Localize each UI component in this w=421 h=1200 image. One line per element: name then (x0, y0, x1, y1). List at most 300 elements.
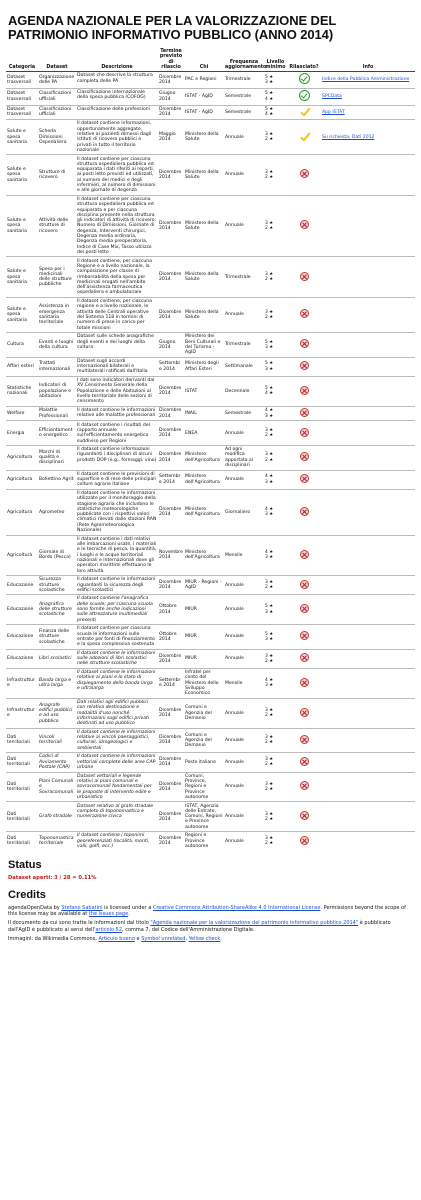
cell-dataset: Anagrafe edifici pubblici e ad uso pubblico (38, 698, 76, 728)
info-link[interactable]: App ISTAT (322, 109, 345, 115)
cell-rilasciato (287, 72, 321, 89)
table-row (6, 195, 415, 257)
cell-frequenza: Annuale (224, 728, 264, 753)
cell-termine: Settembre 2014 (158, 357, 184, 376)
cell-categoria: Salute e spesa sanitaria (6, 297, 38, 332)
yellow-check-link[interactable]: Yellow check (188, 936, 221, 943)
cell-rilasciato (287, 376, 321, 406)
credits-images-line (8, 936, 413, 942)
credits-text: . (128, 910, 130, 917)
green-check-icon (299, 90, 310, 101)
cell-info (321, 88, 415, 105)
cell-livello: 5 ★ 3 ★ (264, 595, 287, 625)
cell-rilasciato (287, 120, 321, 155)
cell-chi: ISTAT, Agenzia delle Entrate, Comuni, Regioni e Province autonome (185, 803, 223, 830)
table-row (6, 728, 415, 753)
credits (6, 905, 415, 943)
cell-descrizione: Il dataset contiene, per ciascuna Regione e a livello nazionale, la composizione per classe di rimborsabilità della spesa per medicinali erogati nell'ambito dell'assistenza farmaceutica ospedaliera e ambulatoriale (76, 257, 158, 297)
cell-livello: 3 ★ 2 ★ (264, 649, 287, 668)
cell-dataset: Trattati internazionali (38, 357, 76, 376)
table-row (6, 406, 415, 421)
cell-categoria: Agricoltura (6, 489, 38, 535)
cell-livello: 5 ★ 3 ★ (264, 72, 287, 89)
cell-chi: MIUR (184, 625, 224, 650)
cell-descrizione: Dataset relativo al grafo stradale completo di toponomastica e numerazione civica (76, 802, 158, 832)
cell-descrizione: Il dataset contiene per ciascuna struttura ospedaliera pubblica ed equiparata e per ciascuna disciplina presente nella struttura gli indicatori di attività di ricovero: Numero di Dimissioni, Giornate di degenza, Interventi chirurgici, Degenza media ordinaria, Degenza media preoperatoria, Indice di Case Mix, Tasso utilizzo dei posti letto (77, 197, 157, 255)
cell-categoria: Dataset trasversali (6, 72, 38, 89)
credits-text: . (220, 936, 222, 943)
cell-frequenza: Annuale (224, 155, 264, 195)
cell-descrizione: Il dataset contiene le informazioni sulle adozioni di libri scolastici nelle strutture scolastiche (76, 649, 158, 668)
table-row (6, 72, 415, 89)
cell-categoria: Energia (6, 421, 38, 446)
cell-rilasciato (287, 195, 321, 257)
red-x-icon (300, 474, 309, 483)
cell-descrizione: Il dataset contiene le informazioni relative ai piani e lo stato di dispiegamento della banda larga e ultralarga (76, 668, 158, 698)
cell-rilasciato (287, 297, 321, 332)
cell-chi: INAIL (184, 406, 224, 421)
cell-livello: 3 ★ 2 ★ (264, 698, 287, 728)
red-x-icon (300, 428, 309, 437)
cell-frequenza: Semestrale (224, 105, 264, 120)
cell-livello: 5 ★ 3 ★ (264, 625, 287, 650)
cell-dataset: Malattie Professionali (38, 406, 76, 421)
cell-livello: 5 ★ 4 ★ (264, 88, 287, 105)
cell-info (321, 595, 415, 625)
red-x-icon (300, 452, 309, 461)
red-x-icon (300, 580, 309, 589)
cell-chi: Ministero della Salute (184, 195, 224, 257)
header-categoria: Categoria (6, 48, 38, 72)
cell-chi: Ministero dell'Agricoltura (184, 470, 224, 489)
cell-termine: Settembre 2014 (158, 668, 184, 698)
cell-rilasciato (287, 772, 321, 802)
red-x-icon (300, 169, 309, 178)
cell-termine: Dicembre 2014 (158, 376, 184, 406)
cell-chi: ISTAT - AgID (184, 88, 224, 105)
cell-info (321, 421, 415, 446)
cell-info (321, 297, 415, 332)
cell-categoria: Dati territoriali (6, 753, 38, 772)
cell-info (321, 753, 415, 772)
cell-categoria: Agricoltura (6, 445, 38, 470)
cell-dataset: Classificazioni ufficiali (38, 88, 76, 105)
cell-rilasciato (287, 445, 321, 470)
cell-info (321, 257, 415, 297)
cell-descrizione: Il dataset contiene per ciascuna scuola le informazioni sulle entrate per fonti di finanziamento e la spesa complessiva sostenuta (76, 625, 158, 650)
table-row (6, 595, 415, 625)
cell-rilasciato (287, 155, 321, 195)
cell-frequenza: Trimestrale (224, 72, 264, 89)
table-row (6, 753, 415, 772)
cell-rilasciato (287, 470, 321, 489)
red-x-icon (300, 631, 309, 640)
cell-frequenza: Mensile (224, 535, 264, 575)
cell-chi: Poste italiane (184, 753, 224, 772)
table-row (6, 489, 415, 535)
info-link[interactable]: SPCData (322, 94, 342, 100)
cell-termine: Settembre 2014 (158, 470, 184, 489)
cell-termine: Dicembre 2014 (158, 832, 184, 851)
cell-chi: Ministero dell'Agricoltura (184, 535, 224, 575)
header-dataset: Dataset (38, 48, 76, 72)
cell-frequenza: Annuale (224, 698, 264, 728)
credits-heading: Credits (8, 888, 46, 901)
cell-dataset: Libri scolastici (38, 649, 76, 668)
cell-dataset: Vincoli territoriali (38, 728, 76, 753)
cell-livello: 3 ★ 2 ★ (264, 576, 287, 595)
red-x-icon (300, 272, 309, 281)
cell-categoria: Salute e spesa sanitaria (6, 120, 38, 155)
cell-frequenza: Annuale (224, 421, 264, 446)
cell-info (321, 120, 415, 155)
header-descrizione: Descrizione (76, 48, 158, 72)
cell-frequenza: Annuale (224, 832, 264, 851)
cell-categoria: Dati territoriali (6, 772, 38, 802)
cell-dataset: Marchi di qualità e disciplinari (38, 445, 76, 470)
cell-rilasciato (287, 802, 321, 832)
cell-rilasciato (287, 832, 321, 851)
cell-categoria: Educazione (6, 576, 38, 595)
cell-dataset: Sicurezza strutture scolastiche (38, 576, 76, 595)
table-row (6, 357, 415, 376)
cell-rilasciato (287, 88, 321, 105)
red-x-icon (300, 653, 309, 662)
yellow-check-icon (300, 107, 309, 116)
cell-termine: Dicembre 2014 (158, 155, 184, 195)
document-link[interactable]: "Agenda nazionale per la valorizzazione del patrimonio informativo pubblico 2014" (150, 920, 359, 927)
red-x-icon (300, 757, 309, 766)
cell-chi: MIUR (184, 595, 224, 625)
cell-rilasciato (287, 535, 321, 575)
table-row (6, 535, 415, 575)
cell-descrizione: Classificazione delle professioni (76, 105, 158, 120)
table-row (6, 832, 415, 851)
table-row (6, 470, 415, 489)
cell-chi: ISTAT - AgID (184, 105, 224, 120)
cell-dataset: Classificazioni ufficiali (38, 105, 76, 120)
table-row (6, 772, 415, 802)
cell-rilasciato (287, 753, 321, 772)
credits-text: Immagini: da Wikimedia Commons, (8, 936, 99, 943)
cell-dataset: Grafo stradale (38, 802, 76, 832)
cell-categoria: Affari esteri (6, 357, 38, 376)
author-link[interactable]: Stefano Sabatini (61, 904, 103, 911)
cell-livello: 3 ★ 2 ★ (264, 297, 287, 332)
status-text: Dataset aperti: 3 / 28 = 0.11% (8, 874, 97, 881)
cell-descrizione: Dataset sulle schede anagrafiche degli eventi e dei luoghi della cultura (76, 333, 158, 358)
articulo-bueno-link[interactable]: Articulo bueno (98, 936, 135, 943)
cell-rilasciato (287, 406, 321, 421)
cell-dataset: Assistenza in emergenza sanitaria territoriale (38, 297, 76, 332)
cell-rilasciato (287, 698, 321, 728)
credits-text: , (185, 936, 189, 943)
cell-frequenza: Annuale (224, 649, 264, 668)
cell-livello: 3 ★ 2 ★ (264, 257, 287, 297)
cell-livello: 5 ★ 4 ★ (264, 376, 287, 406)
cell-termine: Dicembre 2014 (158, 406, 184, 421)
cell-chi: Ministero della Salute (184, 257, 224, 297)
cell-rilasciato (287, 357, 321, 376)
cell-info (321, 802, 415, 832)
credits-text: agendaOpenData by (8, 904, 62, 911)
cell-frequenza: Trimestrale (224, 257, 264, 297)
cell-termine: Giugno 2014 (158, 333, 184, 358)
cell-info (321, 195, 415, 257)
cell-dataset: Piani Comunali e Sovracomunali (38, 772, 76, 802)
cell-info (321, 576, 415, 595)
cell-livello: 3 ★ 2 ★ (264, 155, 287, 195)
cell-info (321, 625, 415, 650)
cell-frequenza: Annuale (224, 753, 264, 772)
cell-rilasciato (287, 105, 321, 120)
cell-dataset: Bollettino Agrit (38, 470, 76, 489)
table-row (6, 297, 415, 332)
cell-dataset: Eventi e luoghi della cultura (38, 333, 76, 358)
cell-livello: 4 ★ 3 ★ (264, 470, 287, 489)
red-x-icon (300, 604, 309, 613)
cell-info (321, 698, 415, 728)
cell-descrizione: Classificazione internazionale della spesa pubblica (COFOG) (76, 88, 158, 105)
cell-termine: Giugno 2014 (158, 88, 184, 105)
cell-chi: MIUR - Regioni - AgID (184, 576, 224, 595)
cell-descrizione: Il dataset contiene le informazioni relative ai vincoli paesaggistici, culturali, idrogeologici e ambientali (76, 728, 158, 753)
agenda-table (6, 48, 415, 851)
cell-rilasciato (287, 489, 321, 535)
cell-info (321, 772, 415, 802)
header-livello: Livello minimo (264, 48, 287, 72)
cell-categoria: Agricoltura (6, 470, 38, 489)
cell-frequenza: Annuale (224, 772, 264, 802)
cell-termine: Dicembre 2014 (158, 649, 184, 668)
cell-dataset: Banda larga e ultra larga (38, 668, 76, 698)
cell-termine: Dicembre 2014 (158, 72, 184, 89)
cell-livello: 4 ★ 3 ★ (264, 489, 287, 535)
cell-categoria: Educazione (6, 649, 38, 668)
cell-chi: Ministero dell'Agricoltura (184, 489, 224, 535)
cell-frequenza: Annuale (224, 802, 264, 832)
cell-descrizione: Il dataset contiene le previsioni di superficie e di rese delle principali colture agrarie italiane (76, 470, 158, 489)
info-link[interactable]: Indice della Pubblica Amministrazione (322, 77, 410, 83)
cell-dataset: Toponomastica territoriale (38, 832, 76, 851)
cell-descrizione: Dataset vettoriali e legende relativi ai piani comunali e sovracomunali fondamentali per le proposte di intervento edile e urbanistico (76, 772, 158, 802)
cell-chi: Ministero dei Beni Culturali e del Turismo - AgID (184, 333, 224, 358)
cell-dataset: Codici di Avviamento Postale (CAP) (38, 753, 76, 772)
page-title: AGENDA NAZIONALE PER LA VALORIZZAZIONE DEL PATRIMONIO INFORMATIVO PUBBLICO (ANNO 2014) (8, 13, 337, 42)
cell-termine: Dicembre 2014 (158, 802, 184, 832)
cell-termine: Ottobre 2014 (158, 595, 184, 625)
credits-text: , comma 7, del Codice dell'Amministrazione Digitale. (122, 926, 255, 933)
cell-categoria: Dati territoriali (6, 728, 38, 753)
cell-rilasciato (287, 421, 321, 446)
red-x-icon (300, 309, 309, 318)
cell-chi: Ministero degli Affari Esteri (184, 357, 224, 376)
cell-descrizione: Il dataset contiene le informazioni vettoriali complete delle aree CAP urbane (76, 753, 158, 772)
red-x-icon (300, 220, 309, 229)
cell-livello: 3 ★ 2 ★ (264, 421, 287, 446)
cell-descrizione: Il dataset contiene informazioni, opportunamente aggregate, relative ai pazienti dimessi dagli istituti di ricovero pubblici e privati in tutto il territorio nazionale (76, 120, 158, 155)
cell-frequenza: Giornaliero (224, 489, 264, 535)
cell-descrizione: Il dataset contiene i risultati del rapporto annuale sull'efficientamento energetico suddiviso per Regioni (76, 421, 158, 446)
red-x-icon (300, 836, 309, 845)
cell-info (321, 333, 415, 358)
cell-termine: Dicembre 2014 (158, 257, 184, 297)
cell-dataset: Scheda Dimissioni Ospedaliera (38, 120, 76, 155)
info-link[interactable]: Su richiesta, Dati 2012 (322, 134, 375, 140)
cell-rilasciato (287, 668, 321, 698)
cell-categoria: Agricoltura (6, 535, 38, 575)
yellow-check-icon (300, 132, 309, 141)
table-row (6, 802, 415, 832)
cell-livello: 3 ★ 2 ★ (264, 445, 287, 470)
cell-livello: 3 ★ 2 ★ (264, 728, 287, 753)
cell-rilasciato (287, 728, 321, 753)
cell-categoria: Dati territoriali (6, 832, 38, 851)
table-row (6, 257, 415, 297)
cell-descrizione: Dati relativi agli edifici pubblici con relativa destinazione e modalità d'uso nonché informazioni sugli edifici privati destinati ad uso pubblico (76, 698, 158, 728)
license-link[interactable]: Creative Commons Attribution-ShareAlike 4.0 International License (152, 904, 321, 911)
cell-info (321, 535, 415, 575)
cell-dataset: Finanza delle strutture scolastiche (38, 625, 76, 650)
cell-frequenza: Semestrale (224, 88, 264, 105)
cell-rilasciato (287, 595, 321, 625)
red-x-icon (300, 408, 309, 417)
cell-livello: 5 ★ 3 ★ (264, 333, 287, 358)
cell-frequenza: Trimestrale (224, 333, 264, 358)
cell-chi: Ministero dell'Agricoltura (184, 445, 224, 470)
cell-frequenza: Annuale (224, 195, 264, 257)
cell-rilasciato (287, 576, 321, 595)
cell-livello: 5 ★ 4 ★ (264, 105, 287, 120)
cell-categoria: Educazione (6, 625, 38, 650)
cell-frequenza: Annuale (224, 625, 264, 650)
cell-frequenza: Semestrale (224, 406, 264, 421)
cell-descrizione: Il dataset contiene le informazioni utilizzate per il monitoraggio della stagione agraria che includono le statistiche meteorologiche pubblicate con i rispettivi valori climatici rilevati dalle stazioni RAN (Rete Agrometeorologica Nazionale) (77, 491, 157, 534)
status-heading: Status (8, 858, 42, 871)
cell-frequenza: Annuale (224, 120, 264, 155)
cell-info (321, 832, 415, 851)
cell-termine: Dicembre 2014 (158, 728, 184, 753)
header-frequenza: Frequenza aggiornamento (224, 48, 264, 72)
cell-info (321, 376, 415, 406)
cell-descrizione: Il dataset contiene informazioni riguardanti i disciplinari di alcuni prodotti DOP (e.g., formaggi, vino) (76, 445, 158, 470)
cell-descrizione: Il dataset contiene i toponimi georeferenziati (località, monti, valli, golfi, ecc.) (76, 832, 158, 851)
cell-descrizione: Il dataset contiene le informazioni relative alle malattie professionali (76, 406, 158, 421)
cell-livello: 4 ★ 3 ★ (264, 535, 287, 575)
red-x-icon (300, 386, 309, 395)
cell-descrizione: Il dataset contiene per ciascuna struttura ospedaliera pubblica ed equiparata i dati riferiti ai reparti, ai posti letto previsti ed utilizzati, al numero dei medici e degli infermieri, al numero di dimissioni e alle giornate di degenza (76, 155, 158, 195)
article-link[interactable]: articolo 52 (95, 926, 123, 933)
table-row (6, 333, 415, 358)
cell-rilasciato (287, 333, 321, 358)
issues-link[interactable]: the issues page (88, 910, 129, 917)
cell-frequenza: Decennale (224, 376, 264, 406)
cell-termine: Dicembre 2014 (158, 489, 184, 535)
cell-categoria: Dati territoriali (6, 802, 38, 832)
table-row (6, 376, 415, 406)
cell-chi: Ministero della Salute (184, 297, 224, 332)
table-header-row (6, 48, 415, 72)
table-row (6, 576, 415, 595)
cell-chi: ISTAT (184, 376, 224, 406)
red-x-icon (300, 678, 309, 687)
cell-dataset: Spesa per i medicinali delle strutture pubbliche (38, 257, 76, 297)
cell-termine: Dicembre 2014 (158, 195, 184, 257)
cell-termine: Dicembre 2014 (158, 772, 184, 802)
table-row (6, 105, 415, 120)
cell-info (321, 357, 415, 376)
table-row (6, 698, 415, 728)
cell-categoria: Salute e spesa sanitaria (6, 195, 38, 257)
cell-livello: 3 ★ 2 ★ (264, 802, 287, 832)
credits-text: e (134, 936, 142, 943)
cell-termine: Novembre 2014 (158, 535, 184, 575)
cell-categoria: Statistiche nazionali (6, 376, 38, 406)
cell-dataset: Giornale di Bordo (Pesca) (38, 535, 76, 575)
cell-chi: Comuni, Province, Regioni e Province autonome (184, 772, 224, 802)
cell-termine: Dicembre 2014 (158, 421, 184, 446)
cell-livello: 5 ★ 3 ★ (264, 357, 287, 376)
cell-categoria: Dataset trasversali (6, 88, 38, 105)
header-chi: Chi (184, 48, 224, 72)
cell-chi: MIUR (184, 649, 224, 668)
red-x-icon (300, 550, 309, 559)
cell-frequenza: Mensile (224, 668, 264, 698)
cell-livello: 4 ★ 3 ★ (264, 668, 287, 698)
cell-info (321, 649, 415, 668)
cell-frequenza: Annuale (224, 595, 264, 625)
cell-descrizione: Il dataset contiene i dati relativi alle imbarcazioni usate, i materiali e le tecniche di pesca, la quantità, i luoghi e le acque territoriali nazionali e internazionali dove gli operatori marittimi effettuano le loro attività (77, 536, 157, 574)
cell-categoria: Salute e spesa sanitaria (6, 155, 38, 195)
cell-descrizione: Dataset che descrive la struttura completa delle PA (76, 72, 158, 89)
symbol-unrelated-link[interactable]: Symbol unrelated (141, 936, 186, 943)
cell-info (321, 72, 415, 89)
cell-chi: Comuni e Agenzia del Demanio (184, 698, 224, 728)
cell-descrizione: Il dataset contiene l'anagrafica delle scuole; per ciascuna scuola sono fornite anche indicazioni sulle attrezzature multimediali presenti (76, 595, 158, 625)
red-x-icon (300, 781, 309, 790)
cell-dataset: Organizzazione delle PA (38, 72, 76, 89)
cell-termine: Maggio 2014 (158, 120, 184, 155)
cell-categoria: Salute e spesa sanitaria (6, 257, 38, 297)
cell-termine: Dicembre 2014 (158, 576, 184, 595)
cell-termine: Dicembre 2014 (158, 445, 184, 470)
cell-livello: 3 ★ 2 ★ (264, 772, 287, 802)
green-check-icon (299, 73, 310, 84)
cell-descrizione: Dataset sugli accordi internazionali bilaterali e multilaterali ratificati dall'Italia (76, 357, 158, 376)
header-rilasciato: Rilasciato? (287, 48, 321, 72)
cell-livello: 3 ★ 2 ★ (264, 120, 287, 155)
cell-categoria: Educazione (6, 595, 38, 625)
red-x-icon (300, 708, 309, 717)
table-row (6, 668, 415, 698)
cell-rilasciato (287, 625, 321, 650)
cell-frequenza: Settimanale (224, 357, 264, 376)
cell-livello: 3 ★ 2 ★ (264, 832, 287, 851)
cell-chi: Regioni e Province autonome (184, 832, 224, 851)
cell-chi: Ministero della Salute (184, 155, 224, 195)
credits-text: . Permissions beyond the scope of this license may be available at (8, 904, 406, 917)
red-x-icon (300, 507, 309, 516)
credits-license-line (8, 905, 413, 918)
cell-descrizione: Il dataset contiene, per ciascuna regione e a livello nazionale, le attività delle Centrali operative del Sistema 118 in termini di numero di prese in carico per totale missioni (76, 297, 158, 332)
cell-chi: Comuni e Agenzia del Demanio (184, 728, 224, 753)
cell-frequenza: Ad ogni modifica apportata ai disciplinari (224, 445, 264, 470)
cell-chi: Infratel per conto del Ministero dello Sviluppo Economico (184, 668, 224, 698)
cell-categoria: Welfare (6, 406, 38, 421)
red-x-icon (300, 361, 309, 370)
cell-termine: Ottobre 2014 (158, 625, 184, 650)
table-row (6, 445, 415, 470)
